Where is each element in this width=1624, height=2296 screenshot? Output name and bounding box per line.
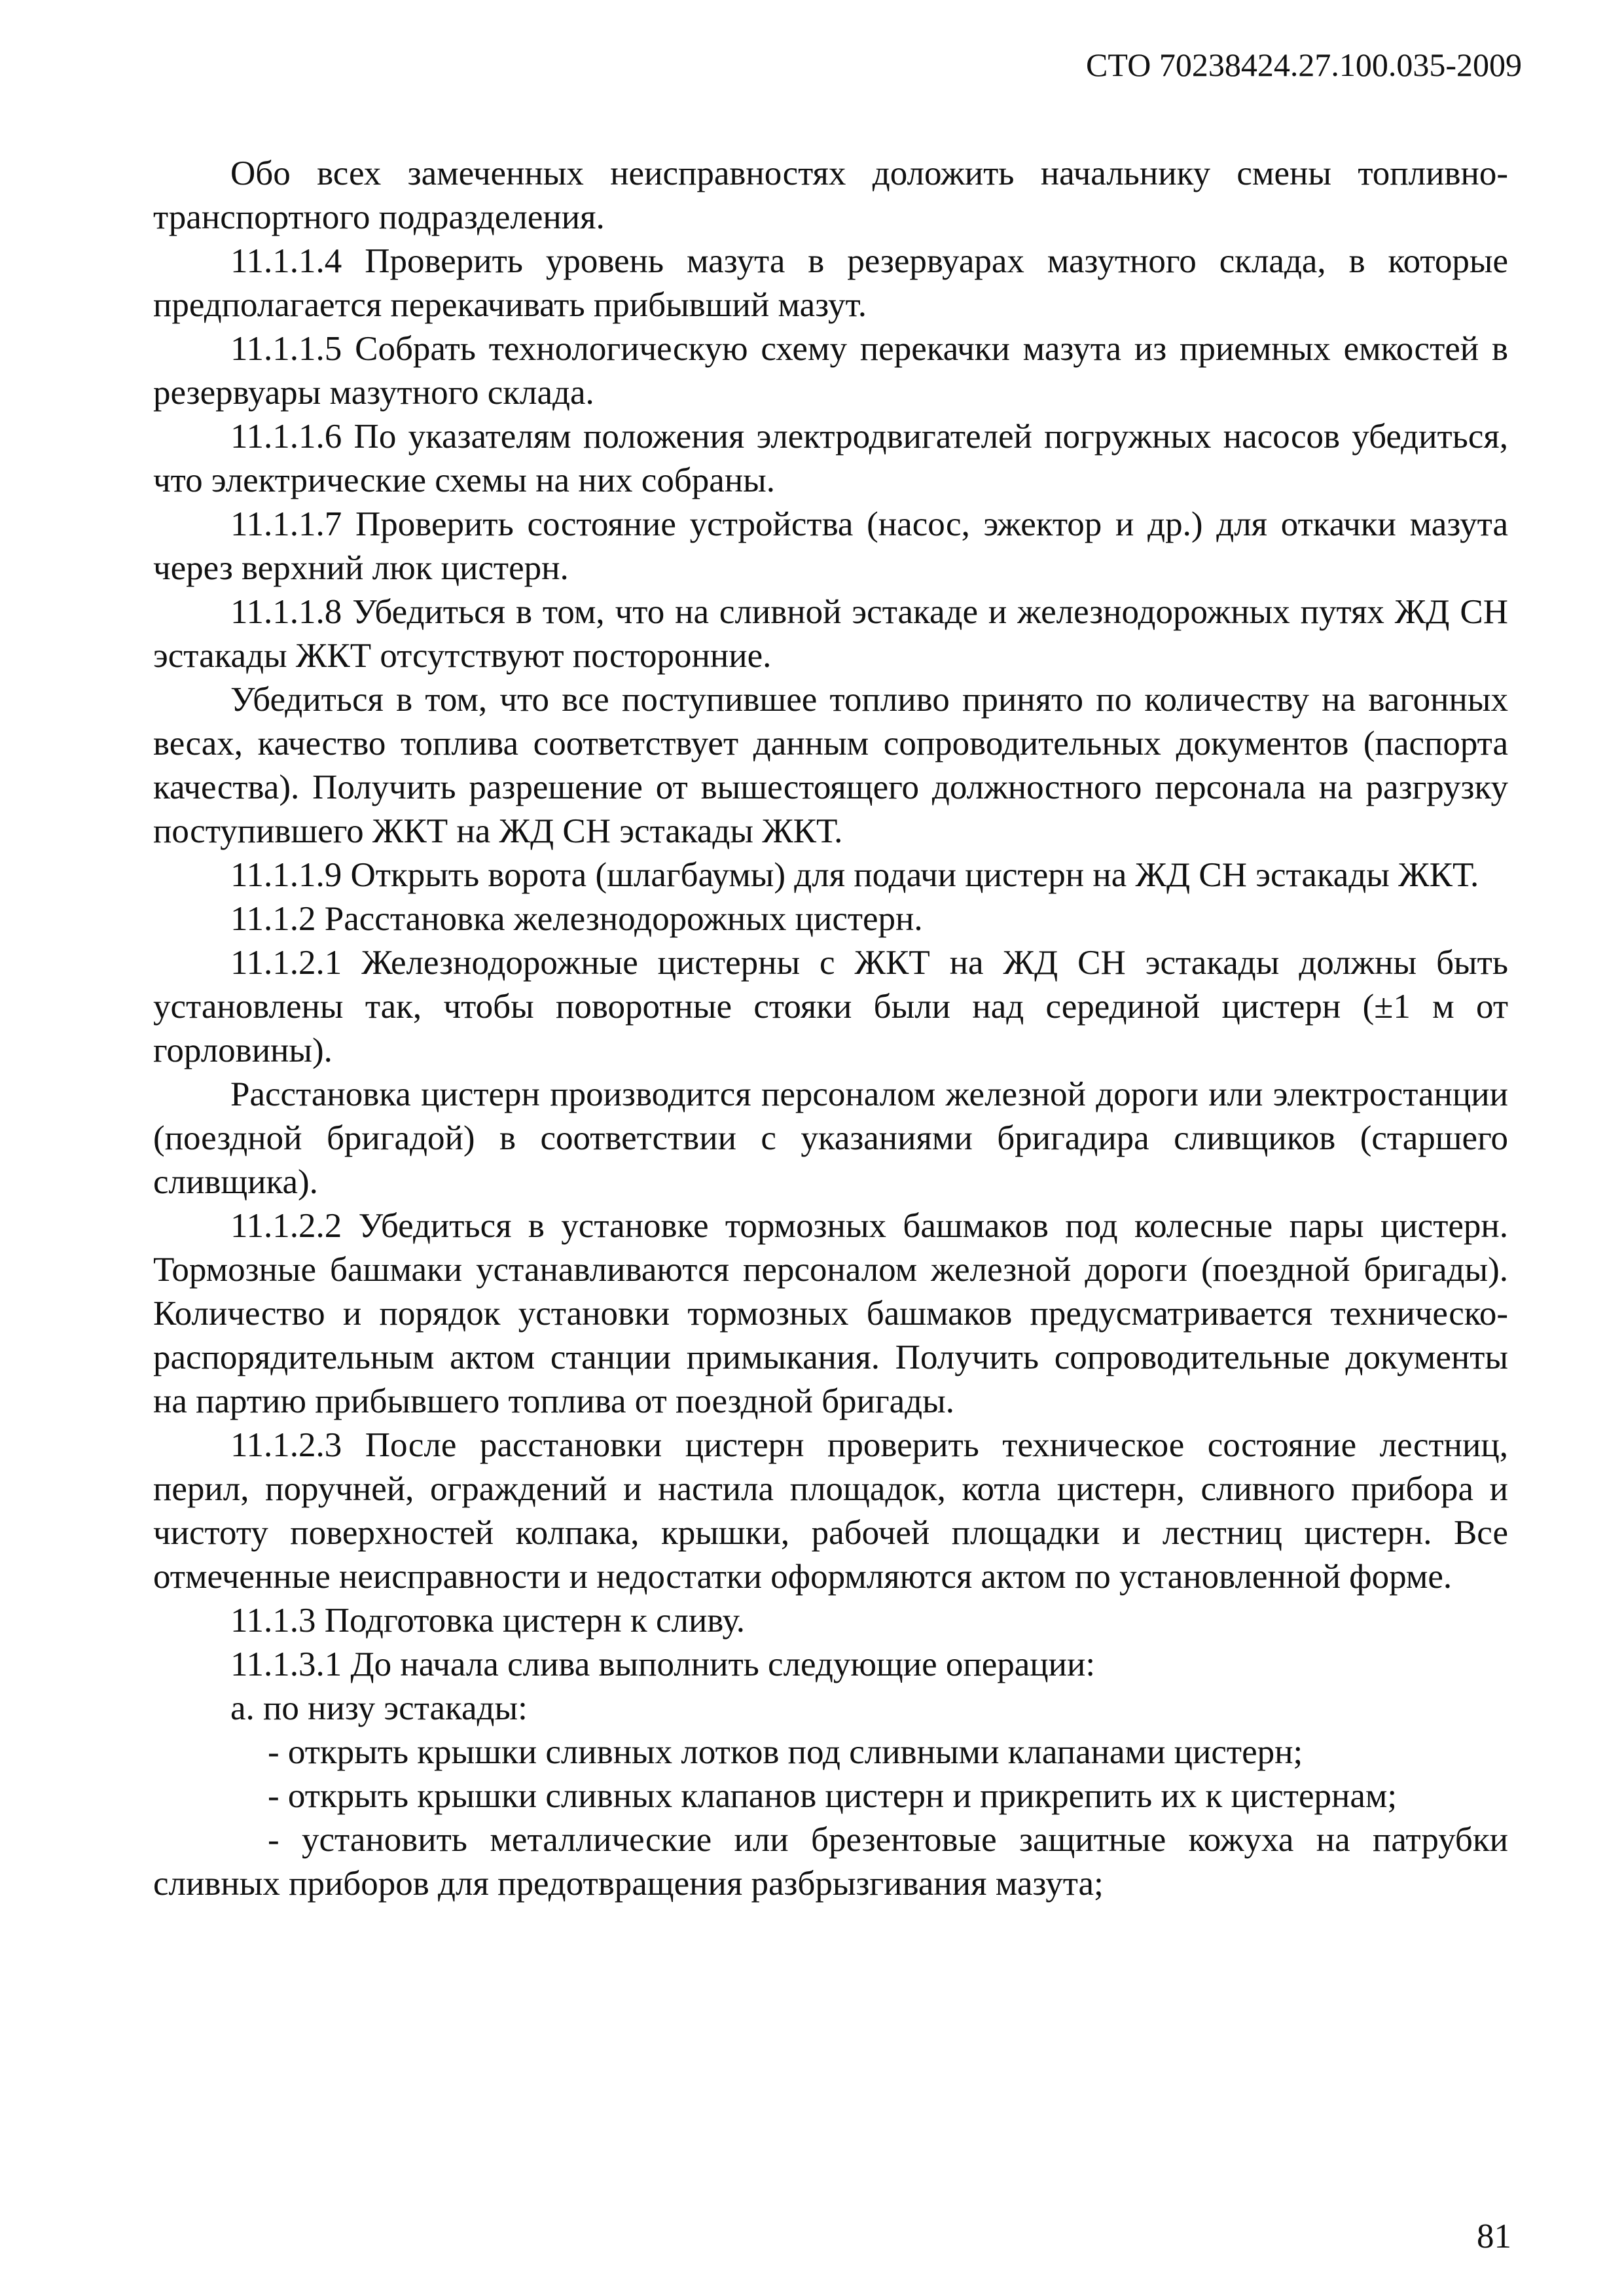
document-code-header: СТО 70238424.27.100.035-2009 bbox=[1086, 46, 1522, 83]
list-heading-a: а. по низу эстакады: bbox=[230, 1689, 528, 1727]
paragraph-11-1-1-7: 11.1.1.7 Проверить состояние устройства (насос, эжектор и др.) для откачки мазута через верхний люк цистерн. bbox=[153, 505, 1508, 587]
paragraph-report-faults: Обо всех замеченных неисправностях доложить начальнику смены топливно-транспортного подразделения. bbox=[153, 154, 1508, 236]
paragraph-11-1-3-1: 11.1.3.1 До начала слива выполнить следующие операции: bbox=[230, 1645, 1096, 1683]
list-item-dash: - установить металлические или брезентовые защитные кожуха на патрубки сливных приборов для предотвращения разбрызгивания мазута; bbox=[153, 1821, 1508, 1903]
paragraph-11-1-1-4: 11.1.1.4 Проверить уровень мазута в резервуарах мазутного склада, в которые предполагается перекачивать прибывший мазут. bbox=[153, 242, 1508, 324]
page-number: 81 bbox=[1477, 2217, 1511, 2255]
section-heading-11-1-2: 11.1.2 Расстановка железнодорожных цистерн. bbox=[230, 900, 923, 938]
paragraph-11-1-2-3: 11.1.2.3 После расстановки цистерн проверить техническое состояние лестниц, перил, поручней, ограждений и настила площадок, котла цистерн, сливного прибора и чистоту поверхностей колпака, крышки, рабочей площадки и лестниц цистерн. Все отмеченные неисправности и недостатки оформляются актом по установленной форме. bbox=[153, 1426, 1508, 1596]
list-item-dash: - открыть крышки сливных лотков под сливными клапанами цистерн; bbox=[268, 1733, 1303, 1771]
paragraph-fuel-acceptance: Убедиться в том, что все поступившее топливо принято по количеству на вагонных весах, качество топлива соответствует данным сопроводительных документов (паспорта качества). Получить разрешение от вышестоящего должностного персонала на разгрузку поступившего ЖКТ на ЖД СН эстакады ЖКТ. bbox=[153, 681, 1508, 850]
paragraph-11-1-1-6: 11.1.1.6 По указателям положения электродвигателей погружных насосов убедиться, что электрические схемы на них собраны. bbox=[153, 418, 1508, 499]
list-item-dash: - открыть крышки сливных клапанов цистерн и прикрепить их к цистернам; bbox=[268, 1777, 1398, 1815]
paragraph-11-1-2-2: 11.1.2.2 Убедиться в установке тормозных башмаков под колесные пары цистерн. Тормозные башмаки устанавливаются персоналом железной дороги (поездной бригады). Количество и порядок установки тормозных башмаков предусматривается техническо-распорядительным актом станции примыкания. Получить сопроводительные документы на партию прибывшего топлива от поездной бригады. bbox=[153, 1207, 1508, 1420]
paragraph-11-1-1-5: 11.1.1.5 Собрать технологическую схему перекачки мазута из приемных емкостей в резервуары мазутного склада. bbox=[153, 330, 1508, 412]
section-heading-11-1-3: 11.1.3 Подготовка цистерн к сливу. bbox=[230, 1602, 745, 1640]
paragraph-11-1-1-9: 11.1.1.9 Открыть ворота (шлагбаумы) для подачи цистерн на ЖД СН эстакады ЖКТ. bbox=[230, 856, 1479, 894]
paragraph-11-1-2-1: 11.1.2.1 Железнодорожные цистерны с ЖКТ на ЖД СН эстакады должны быть установлены так, чтобы поворотные стояки были над серединой цистерн (±1 м от горловины). bbox=[153, 944, 1508, 1069]
paragraph-tank-placement: Расстановка цистерн производится персоналом железной дороги или электростанции (поездной бригадой) в соответствии с указаниями бригадира сливщиков (старшего сливщика). bbox=[153, 1075, 1508, 1201]
paragraph-11-1-1-8: 11.1.1.8 Убедиться в том, что на сливной эстакаде и железнодорожных путях ЖД СН эстакады ЖКТ отсутствуют посторонние. bbox=[153, 593, 1508, 675]
body-text bbox=[153, 152, 1508, 1906]
